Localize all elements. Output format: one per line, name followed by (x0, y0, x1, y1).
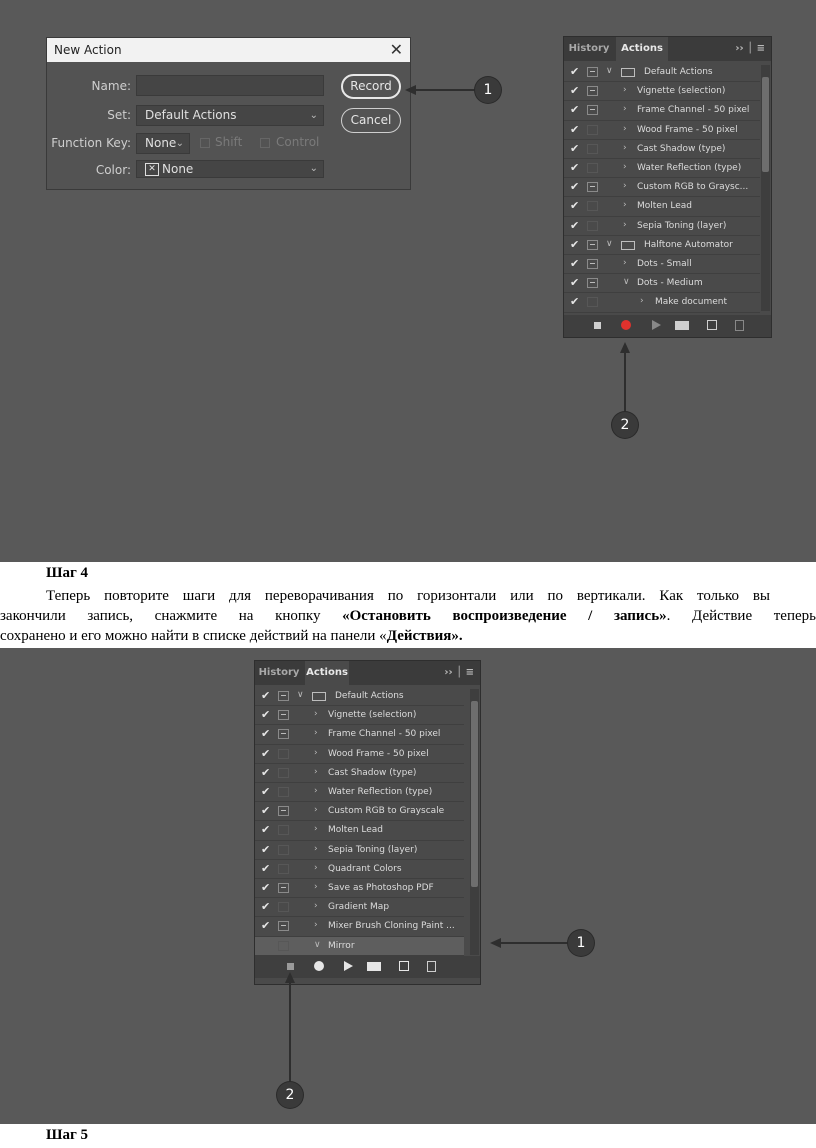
chevron-right-icon[interactable]: › (314, 901, 318, 912)
action-label: Cast Shadow (type) (637, 143, 726, 154)
callout-arrow-record (405, 80, 475, 100)
dialog-toggle-icon[interactable] (587, 125, 598, 135)
dialog-toggle-icon[interactable] (587, 86, 598, 96)
check-icon[interactable]: ✔ (261, 727, 271, 741)
chevron-right-icon[interactable]: › (314, 805, 318, 816)
dialog-toggle-icon[interactable] (587, 278, 598, 288)
action-row[interactable] (255, 764, 464, 783)
action-label: Water Reflection (type) (328, 787, 433, 797)
chevron-down-icon[interactable]: ∨ (606, 238, 613, 249)
dialog-toggle-icon[interactable] (587, 259, 598, 269)
no-color-icon: ✕ (145, 163, 159, 176)
check-icon[interactable]: ✔ (261, 823, 271, 837)
record-icon[interactable] (621, 320, 631, 330)
dialog-toggle-icon[interactable] (587, 221, 598, 231)
action-set-row[interactable] (564, 236, 760, 255)
step4-line3-a: сохранено и его можно найти в списке действий на панели « (0, 628, 387, 644)
action-label: Sepia Toning (layer) (637, 220, 727, 231)
chevron-down-icon: ⌄ (309, 110, 318, 121)
chevron-right-icon[interactable]: › (314, 882, 318, 892)
dialog-toggle-icon[interactable] (278, 902, 289, 912)
color-value: None (162, 162, 194, 176)
chevron-right-icon[interactable]: › (314, 786, 318, 796)
check-icon[interactable]: ✔ (261, 785, 271, 798)
shift-label: Shift (215, 135, 243, 149)
step4-line2 (0, 606, 816, 626)
action-label: Default Actions (644, 67, 713, 77)
folder-icon (621, 68, 635, 77)
dialog-toggle-icon[interactable] (587, 105, 598, 115)
check-icon[interactable]: ✔ (261, 746, 271, 760)
step4-line3 (0, 626, 816, 646)
trash-icon[interactable] (735, 320, 744, 331)
tab-actions[interactable]: Actions (616, 37, 668, 61)
play-icon[interactable] (652, 320, 661, 330)
action-row[interactable] (255, 821, 464, 840)
function-key-value: None (145, 136, 177, 150)
action-label: Molten Lead (328, 825, 384, 836)
check-icon[interactable]: ✔ (570, 218, 580, 232)
check-icon[interactable]: ✔ (570, 276, 580, 290)
function-key-label: Function Key: (51, 136, 131, 150)
dialog-title: New Action (54, 43, 122, 57)
scrollbar[interactable] (761, 65, 770, 311)
step5-heading: Шаг 5 (46, 1127, 89, 1143)
chevron-right-icon[interactable]: › (623, 104, 627, 115)
action-label: Save as Photoshop PDF (328, 883, 434, 893)
check-icon[interactable]: ✔ (570, 295, 580, 309)
dialog-toggle-icon[interactable] (587, 297, 598, 307)
folder-icon[interactable] (675, 321, 689, 330)
name-label: Name: (91, 79, 131, 93)
dialog-toggle-icon[interactable] (587, 144, 598, 154)
chevron-down-icon[interactable]: ∨ (623, 277, 630, 288)
step4-heading: Шаг 4 (46, 565, 89, 581)
dialog-toggle-icon[interactable] (278, 729, 289, 739)
step4-line2-c: . Действие теперь (666, 608, 816, 624)
callout-badge-1: 1 (475, 77, 501, 103)
play-icon[interactable] (344, 961, 353, 971)
stop-icon[interactable] (594, 322, 601, 329)
action-row[interactable] (564, 217, 760, 236)
action-row[interactable] (255, 841, 464, 860)
action-label: Make document (655, 297, 727, 308)
action-label: Frame Channel - 50 pixel (637, 105, 750, 116)
check-icon[interactable]: ✔ (570, 103, 580, 117)
action-row[interactable] (255, 802, 464, 821)
dialog-toggle-icon[interactable] (278, 825, 289, 835)
chevron-right-icon[interactable]: › (623, 123, 627, 134)
callout-badge-2: 2 (277, 1082, 303, 1108)
action-row[interactable] (564, 274, 760, 293)
action-row[interactable] (255, 937, 464, 956)
screenshot-record-action (0, 0, 816, 562)
dialog-toggle-icon[interactable] (278, 864, 289, 874)
action-label: Dots - Small (637, 259, 692, 269)
dialog-toggle-icon[interactable] (278, 806, 289, 816)
action-label: Water Reflection (type) (637, 163, 742, 173)
action-label: Molten Lead (637, 201, 693, 212)
action-row[interactable] (564, 140, 760, 159)
dialog-toggle-icon[interactable] (278, 710, 289, 720)
action-label: Custom RGB to Grayscale (328, 806, 445, 817)
chevron-down-icon[interactable]: ∨ (606, 66, 613, 76)
record-icon[interactable] (314, 961, 324, 971)
action-label: Dots - Medium (637, 278, 703, 289)
check-icon[interactable]: ✔ (261, 900, 271, 914)
dialog-toggle-icon[interactable] (278, 749, 289, 759)
chevron-down-icon: ⌄ (175, 138, 184, 149)
step4-line1: Теперь повторите шаги для переворачивания по горизонтали или по вертикали. Как только вы (46, 588, 770, 604)
chevron-right-icon[interactable]: › (314, 824, 318, 835)
check-icon[interactable]: ✔ (570, 65, 580, 78)
action-row[interactable] (255, 917, 464, 936)
chevron-right-icon[interactable]: › (623, 181, 627, 192)
trash-icon[interactable] (427, 961, 436, 972)
action-row[interactable] (255, 879, 464, 898)
chevron-down-icon: ⌄ (309, 163, 318, 174)
chevron-right-icon[interactable]: › (314, 766, 318, 777)
dialog-toggle-icon[interactable] (587, 67, 598, 77)
chevron-down-icon[interactable]: ∨ (314, 939, 321, 950)
panel-tabs (564, 37, 771, 61)
callout-badge-1: 1 (568, 930, 594, 956)
check-icon[interactable]: ✔ (570, 199, 580, 213)
new-action-icon[interactable] (399, 961, 409, 971)
chevron-right-icon[interactable]: › (623, 219, 627, 230)
chevron-down-icon[interactable]: ∨ (297, 690, 304, 700)
action-row[interactable] (564, 121, 760, 140)
screenshot-stop-recording (0, 648, 816, 1124)
action-row[interactable] (564, 82, 760, 101)
check-icon[interactable]: ✔ (570, 122, 580, 136)
tab-actions[interactable]: Actions (305, 661, 349, 685)
action-row[interactable] (255, 860, 464, 879)
chevron-right-icon[interactable]: › (314, 862, 318, 873)
step4-line2-a: закончили запись, снажмите на кнопку (0, 608, 343, 624)
dialog-toggle-icon[interactable] (587, 201, 598, 211)
chevron-right-icon[interactable]: › (623, 200, 627, 211)
step4-paragraph (0, 586, 816, 646)
color-label: Color: (95, 163, 131, 177)
action-label: Vignette (selection) (637, 86, 726, 97)
check-icon[interactable]: ✔ (261, 881, 271, 894)
action-label: Halftone Automator (644, 239, 733, 250)
dialog-toggle-icon[interactable] (278, 787, 289, 797)
new-action-dialog (46, 37, 411, 190)
check-icon[interactable]: ✔ (570, 141, 580, 155)
action-label: Cast Shadow (type) (328, 767, 417, 778)
action-set-row[interactable] (564, 63, 760, 82)
chevron-right-icon[interactable]: › (314, 709, 318, 720)
new-action-icon[interactable] (707, 320, 717, 330)
actions-panel (254, 660, 481, 985)
check-icon[interactable]: ✔ (261, 861, 271, 875)
panel-menu-icon[interactable]: ›› │ ≡ (735, 43, 765, 54)
control-checkbox[interactable] (260, 138, 270, 148)
action-row[interactable] (255, 783, 464, 802)
scrollbar-thumb[interactable] (762, 77, 769, 172)
set-select-value: Default Actions (145, 108, 237, 122)
check-icon[interactable]: ✔ (570, 257, 580, 270)
action-row[interactable] (564, 159, 760, 178)
action-row[interactable] (255, 725, 464, 744)
step4-panel-name: Действия». (386, 628, 463, 644)
control-label: Control (276, 135, 320, 149)
action-label: Sepia Toning (layer) (328, 844, 418, 855)
dialog-titlebar (47, 38, 410, 62)
check-icon[interactable]: ✔ (261, 765, 271, 779)
panel-menu-icon[interactable]: ›› │ ≡ (444, 667, 474, 678)
record-button[interactable]: Record (341, 74, 401, 99)
check-icon[interactable]: ✔ (261, 842, 271, 856)
action-row[interactable] (564, 197, 760, 216)
tab-history[interactable]: History (568, 43, 610, 54)
callout-arrow-mirror (490, 933, 568, 953)
action-label: Wood Frame - 50 pixel (328, 748, 429, 759)
folder-icon (312, 692, 326, 701)
callout-badge-2: 2 (612, 412, 638, 438)
dialog-toggle-icon[interactable] (278, 691, 289, 701)
action-row[interactable] (564, 255, 760, 274)
function-key-select[interactable] (136, 133, 190, 154)
action-row[interactable] (255, 898, 464, 917)
callout-arrow-record-icon (615, 342, 635, 412)
action-label: Gradient Map (328, 902, 390, 913)
action-label: Default Actions (335, 691, 404, 701)
check-icon[interactable]: ✔ (570, 180, 580, 194)
name-input[interactable] (136, 75, 324, 96)
dialog-toggle-icon[interactable] (278, 941, 289, 951)
check-icon[interactable]: ✔ (261, 708, 271, 722)
check-icon[interactable]: ✔ (261, 804, 271, 818)
action-label: Mirror (328, 940, 355, 951)
dialog-toggle-icon[interactable] (587, 163, 598, 173)
scrollbar-thumb[interactable] (471, 701, 478, 887)
action-label: Wood Frame - 50 pixel (637, 124, 738, 135)
action-row[interactable] (255, 745, 464, 764)
panel-tabs (255, 661, 480, 685)
step4-stop-button-name: «Остановить воспроизведение / запись» (342, 608, 667, 624)
action-label: Quadrant Colors (328, 863, 402, 874)
action-step-row[interactable] (564, 293, 760, 312)
chevron-right-icon[interactable]: › (314, 843, 318, 854)
cancel-button[interactable]: Cancel (341, 108, 401, 133)
actions-panel (563, 36, 772, 338)
action-row[interactable] (564, 178, 760, 197)
chevron-right-icon[interactable]: › (623, 85, 627, 96)
chevron-right-icon[interactable]: › (314, 747, 318, 758)
dialog-toggle-icon[interactable] (278, 845, 289, 855)
chevron-right-icon[interactable]: › (623, 258, 627, 268)
action-row[interactable] (255, 706, 464, 725)
check-icon[interactable]: ✔ (570, 161, 580, 174)
chevron-right-icon[interactable]: › (623, 142, 627, 153)
folder-icon (621, 241, 635, 250)
action-label: Custom RGB to Graysc... (637, 182, 749, 193)
chevron-right-icon[interactable]: › (314, 920, 318, 931)
chevron-right-icon[interactable]: › (623, 162, 627, 172)
action-label: Mixer Brush Cloning Paint ... (328, 921, 455, 932)
action-row[interactable] (564, 101, 760, 120)
dialog-toggle-icon[interactable] (587, 240, 598, 250)
check-icon[interactable]: ✔ (570, 84, 580, 98)
folder-icon[interactable] (367, 962, 381, 971)
panel-footer (564, 315, 771, 337)
tab-history[interactable]: History (258, 667, 300, 678)
dialog-toggle-icon[interactable] (278, 883, 289, 893)
action-label: Vignette (selection) (328, 710, 417, 721)
set-label: Set: (107, 108, 131, 122)
action-set-row[interactable] (255, 687, 464, 706)
chevron-right-icon[interactable]: › (640, 296, 644, 307)
stop-icon[interactable] (287, 963, 294, 970)
check-icon[interactable]: ✔ (261, 919, 271, 933)
color-select[interactable] (136, 160, 324, 178)
action-label: Frame Channel - 50 pixel (328, 729, 441, 740)
shift-checkbox[interactable] (200, 138, 210, 148)
close-icon[interactable]: ✕ (389, 40, 403, 59)
dialog-toggle-icon[interactable] (278, 921, 289, 931)
callout-arrow-stop-icon (280, 972, 300, 1082)
chevron-right-icon[interactable]: › (314, 728, 318, 739)
check-icon[interactable]: ✔ (570, 237, 580, 251)
scrollbar[interactable] (470, 689, 479, 955)
dialog-toggle-icon[interactable] (587, 182, 598, 192)
check-icon[interactable]: ✔ (261, 689, 271, 702)
dialog-toggle-icon[interactable] (278, 768, 289, 778)
set-select[interactable] (136, 105, 324, 126)
